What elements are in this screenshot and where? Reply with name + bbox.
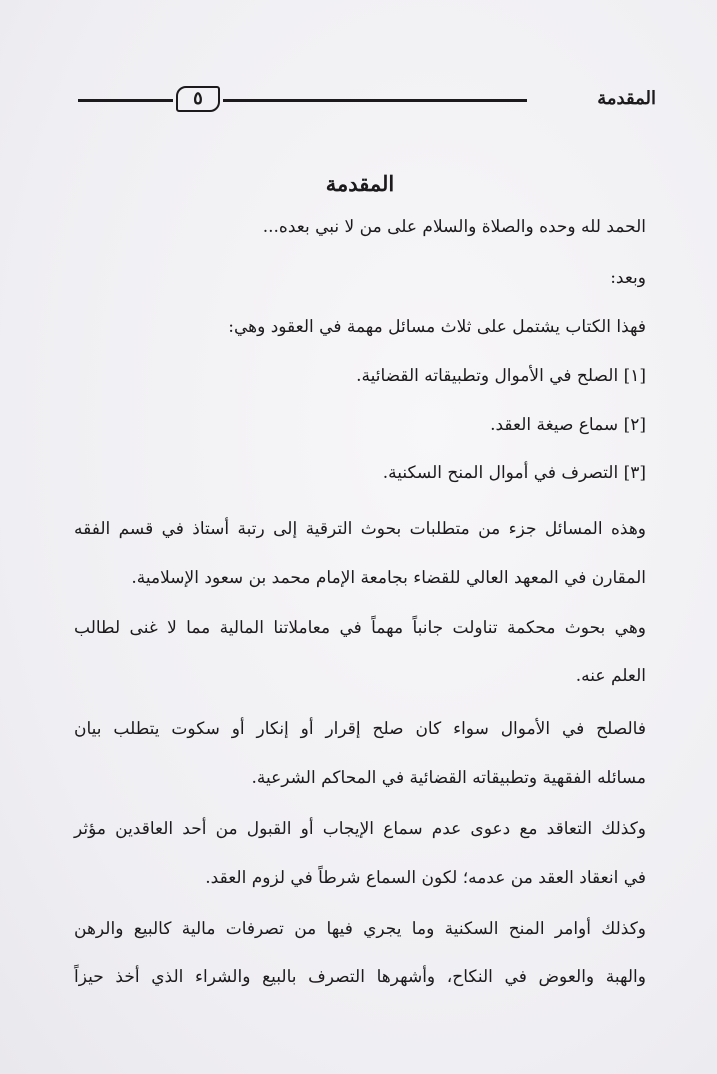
list-item-1: [١] الصلح في الأموال وتطبيقاته القضائية. <box>356 366 646 386</box>
paragraph-line: في انعقاد العقد من عدمه؛ لكون السماع شرطاً في لزوم العقد. <box>205 868 646 888</box>
paragraph-line: وهذه المسائل جزء من متطلبات بحوث الترقية إلى رتبة أستاذ في قسم الفقه <box>74 519 646 539</box>
body-text <box>74 0 646 1074</box>
list-item-3: [٣] التصرف في أموال المنح السكنية. <box>382 463 646 483</box>
text-line-opening: الحمد لله وحده والصلاة والسلام على من لا نبي بعده... <box>262 217 646 237</box>
paragraph-line: وكذلك أوامر المنح السكنية وما يجري فيها من تصرفات مالية كالبيع والرهن <box>74 919 646 939</box>
text-line-intro: فهذا الكتاب يشتمل على ثلاث مسائل مهمة في العقود وهي: <box>228 317 646 337</box>
text-line-wabaad: وبعد: <box>610 268 646 288</box>
paragraph-line: وكذلك التعاقد مع دعوى عدم سماع الإيجاب أو القبول من أحد العاقدين مؤثر <box>74 819 646 839</box>
running-title: المقدمة <box>597 88 656 109</box>
paragraph-line: وهي بحوث محكمة تناولت جانباً مهماً في معاملاتنا المالية مما لا غنى لطالب <box>74 618 646 638</box>
paragraph-line: فالصلح في الأموال سواء كان صلح إقرار أو إنكار أو سكوت يتطلب بيان <box>74 719 646 739</box>
paragraph-line: والهبة والعوض في النكاح، وأشهرها التصرف بالبيع والشراء الذي أخذ حيزاً <box>74 967 646 987</box>
paragraph-line: العلم عنه. <box>575 666 646 686</box>
paragraph-line: مسائله الفقهية وتطبيقاته القضائية في المحاكم الشرعية. <box>251 768 646 788</box>
section-title: المقدمة <box>325 171 395 196</box>
page-number: ٥ <box>176 86 220 112</box>
paragraph-line: المقارن في المعهد العالي للقضاء بجامعة الإمام محمد بن سعود الإسلامية. <box>131 568 646 588</box>
list-item-2: [٢] سماع صيغة العقد. <box>490 415 646 435</box>
